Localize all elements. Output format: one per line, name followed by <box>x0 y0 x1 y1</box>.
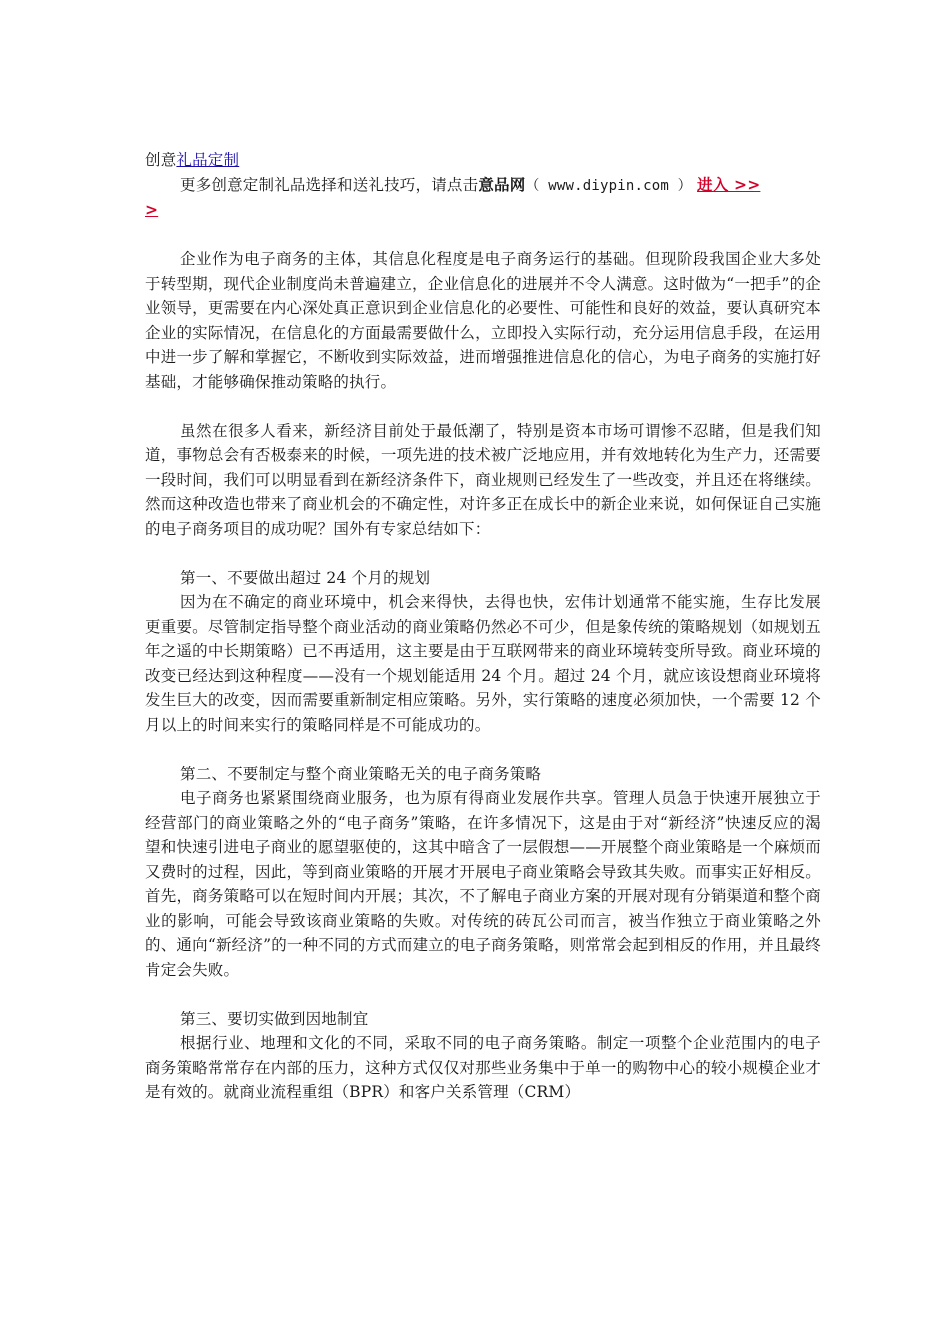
section-heading: 第三、要切实做到因地制宜 <box>180 1009 369 1028</box>
brand-name: 意品网 <box>478 174 526 194</box>
spacer <box>145 223 821 248</box>
promo-lead: 更多创意定制礼品选择和送礼技巧，请点击 <box>180 175 479 194</box>
header-prefix: 创意 <box>145 151 177 169</box>
section-body: 电子商务也紧紧围绕商业服务，也为原有得商业发展作共享。管理人员急于快速开展独立于经营部门的商业策略之外的“电子商务”策略，在许多情况下，这是由于对“新经济”快速反应的渴望和快速引进电子商业的愿望驱使的，这其中暗含了一层假想——开展整个商业策略是一个麻烦而又费时的过程，因此，等到商业策略的开展才开展电子商业策略会导致其失败。而事实正好相反。首先，商务策略可以在短时间内开展；其次，不了解电子商业方案的开展对现有分销渠道和整个商业的影响，可能会导致该商业策略的失败。对传统的砖瓦公司而言，被当作独立于商业策略之外的、通向“新经济”的一种不同的方式而建立的电子商务策略，则常常会起到相反的作用，并且最终肯定会失败。 <box>145 789 821 979</box>
section-heading: 第二、不要制定与整个商业策略无关的电子商务策略 <box>180 764 542 783</box>
paragraph-context: 虽然在很多人看来，新经济目前处于最低潮了，特别是资本市场可谓惨不忍睹，但是我们知道，事物总会有否极泰来的时候，一项先进的技术被广泛地应用，并有效地转化为生产力，还需要一段时间，我们可以明显看到在新经济条件下，商业规则已经发生了一些改变，并且还在将继续。然而这种改造也带来了商业机会的不确定性，对许多正在成长中的新企业来说，如何保证自己实施的电子商务项目的成功呢？国外有专家总结如下： <box>145 421 821 538</box>
header-line <box>145 148 821 173</box>
spacer <box>145 394 821 419</box>
paragraph-intro: 企业作为电子商务的主体，其信息化程度是电子商务运行的基础。但现阶段我国企业大多处于转型期，现代企业制度尚未普遍建立，企业信息化的进展并不令人满意。这时做为“一把手”的企业领导，更需要在内心深处真正意识到企业信息化的必要性、可能性和良好的效益，要认真研究本企业的实际情况，在信息化的方面最需要做什么，立即投入实际行动，充分运用信息手段，在运用中进一步了解和掌握它，不断收到实际效益，进而增强推进信息化的信心，为电子商务的实施打好基础，才能够确保推动策略的执行。 <box>145 250 821 391</box>
spacer <box>145 982 821 1007</box>
enter-link-tail[interactable]: > <box>145 200 159 219</box>
spacer <box>145 541 821 566</box>
promo-tail-line <box>145 198 821 223</box>
section-body: 因为在不确定的商业环境中，机会来得快，去得也快，宏伟计划通常不能实施，生存比发展更重要。尽管制定指导整个商业活动的商业策略仍然必不可少，但是象传统的策略规划（如规划五年之遥的中长期策略）已不再适用，这主要是由于互联网带来的商业环境转变所导致。商业环境的改变已经达到这种程度——没有一个规划能适用 24 个月。超过 24 个月，就应该设想商业环境将发生巨大的改变，因而需要重新制定相应策略。另外，实行策略的速度必须加快，一个需要 12 个月以上的时间来实行的策略同样是不可能成功的。 <box>145 593 821 734</box>
section-heading: 第一、不要做出超过 24 个月的规划 <box>180 568 431 587</box>
document-page <box>145 148 821 1105</box>
enter-link[interactable]: 进入 >> <box>697 174 761 194</box>
section-body: 根据行业、地理和文化的不同，采取不同的电子商务策略。制定一项整个企业范围内的电子商务策略常常存在内部的压力，这种方式仅仅对那些业务集中于单一的购物中心的较小规模企业才是有效的。就商业流程重组（BPR）和客户关系管理（CRM） <box>145 1034 821 1101</box>
site-url: （ www.diypin.com ） <box>525 177 692 194</box>
spacer <box>145 737 821 762</box>
promo-line <box>145 173 821 199</box>
gift-customization-link[interactable]: 礼品定制 <box>176 151 240 169</box>
